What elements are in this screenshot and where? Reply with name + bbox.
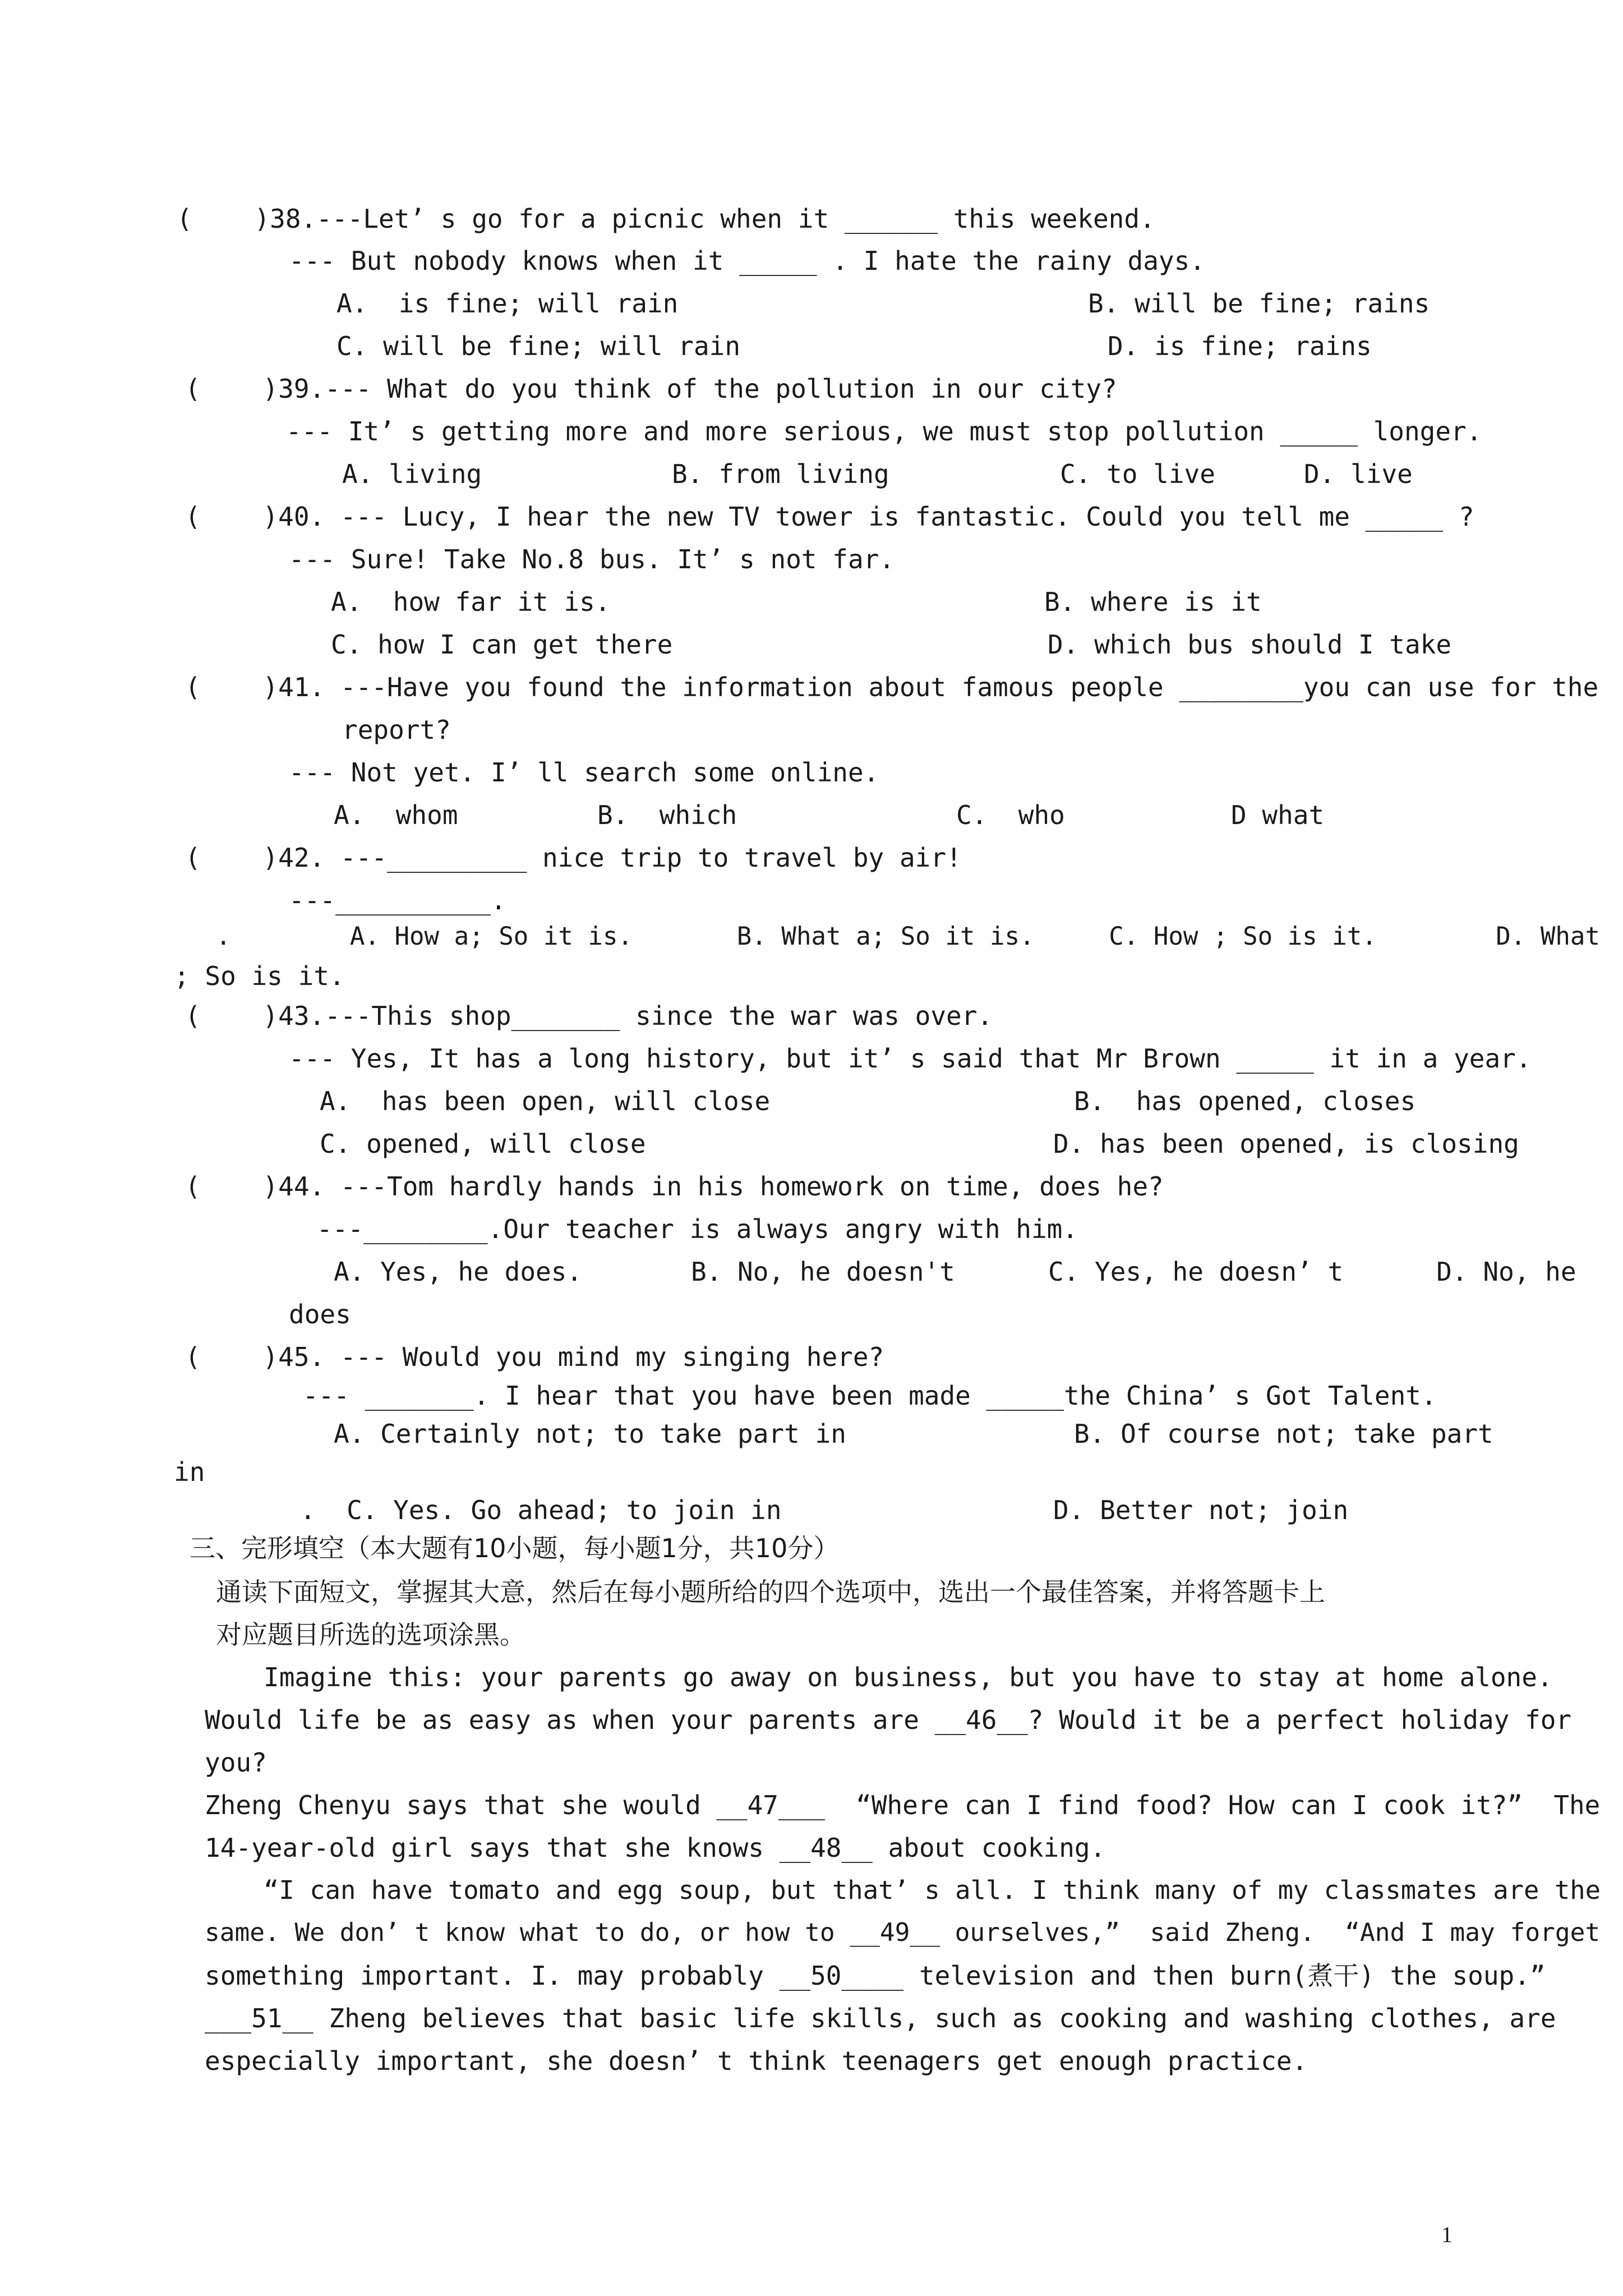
passage-line: you?: [205, 1747, 267, 1778]
q42-options-continued: ; So is it.: [174, 961, 345, 991]
q39-option-d: D. live: [1304, 459, 1413, 489]
passage-line: same. We don’ t know what to do, or how to __49__ ourselves,” said Zheng. “And I may forget: [205, 1918, 1601, 1947]
q40-option-b: B. where is it: [1044, 587, 1262, 617]
q43-option-a: A. has been open, will close: [320, 1086, 771, 1116]
section-instructions-continued: 对应题目所选的选项涂黑。: [216, 1619, 525, 1650]
q41-option-d: D what: [1231, 800, 1325, 830]
passage-line: Zheng Chenyu says that she would __47___ “Where can I find food? How can I cook it?” The: [205, 1790, 1601, 1820]
q43-option-c: C. opened, will close: [320, 1129, 646, 1159]
q39-option-c: C. to live: [1060, 459, 1215, 489]
q39-option-a: A. living: [342, 459, 482, 489]
q42-reply: ---__________.: [289, 885, 506, 915]
section-heading: 三、完形填空（本大题有10小题，每小题1分，共10分）: [190, 1533, 840, 1563]
page-number: 1: [1441, 2222, 1453, 2247]
q41-option-c: C. who: [956, 800, 1065, 830]
q41-stem-continued: report?: [342, 715, 451, 745]
q40-stem: ( )40. --- Lucy, I hear the new TV tower is fantastic. Could you tell me _____ ?: [185, 501, 1474, 532]
q43-option-b: B. has opened, closes: [1074, 1086, 1416, 1116]
q38-option-b: B. will be fine; rains: [1088, 288, 1430, 319]
q38-option-a: A. is fine; will rain: [336, 288, 679, 319]
passage-line: Imagine this: your parents go away on business, but you have to stay at home alone.: [264, 1662, 1553, 1692]
section-instructions: 通读下面短文，掌握其大意，然后在每小题所给的四个选项中，选出一个最佳答案，并将答题卡上: [216, 1577, 1325, 1607]
q39-option-b: B. from living: [672, 459, 889, 489]
q43-option-d: D. has been opened, is closing: [1053, 1129, 1519, 1159]
q45-stem: ( )45. --- Would you mind my singing here?: [185, 1342, 884, 1372]
q45-option-b: B. Of course not; take part: [1074, 1419, 1493, 1449]
q44-options: A. Yes, he does. B. No, he doesn't C. Yes, he doesn’ t D. No, he: [334, 1257, 1576, 1287]
q44-reply: ---________.Our teacher is always angry with him.: [317, 1214, 1078, 1244]
q40-option-c: C. how I can get there: [331, 629, 673, 660]
q42-stem: ( )42. ---_________ nice trip to travel by air!: [185, 843, 962, 873]
q45-option-a: A. Certainly not; to take part in: [334, 1419, 846, 1449]
q41-reply: --- Not yet. I’ ll search some online.: [289, 757, 879, 788]
q41-stem: ( )41. ---Have you found the information about famous people ________you can use for the: [185, 672, 1599, 702]
passage-line: 14-year-old girl says that she knows __48__ about cooking.: [205, 1833, 1106, 1863]
q43-stem: ( )43.---This shop_______ since the war was over.: [185, 1001, 993, 1031]
q40-reply: --- Sure! Take No.8 bus. It’ s not far.: [289, 544, 895, 574]
passage-line: “I can have tomato and egg soup, but that’ s all. I think many of my classmates are the: [264, 1875, 1601, 1905]
q39-reply: --- It’ s getting more and more serious, we must stop pollution _____ longer.: [286, 416, 1482, 447]
q43-reply: --- Yes, It has a long history, but it’ s said that Mr Brown _____ it in a year.: [289, 1043, 1532, 1074]
q38-stem: ( )38.---Let’ s go for a picnic when it ______ this weekend.: [177, 204, 1155, 234]
q45-reply: --- _______. I hear that you have been made _____the China’ s Got Talent.: [303, 1381, 1437, 1411]
passage-line: something important. I. may probably __50____ television and then burn(煮干) the soup.”: [205, 1961, 1546, 1991]
passage-line: Would life be as easy as when your parents are __46__? Would it be a perfect holiday for: [205, 1705, 1572, 1735]
q38-option-d: D. is fine; rains: [1108, 331, 1372, 361]
q40-option-d: D. which bus should I take: [1048, 629, 1452, 660]
q44-options-continued: does: [289, 1299, 351, 1329]
q41-option-a: A. whom: [334, 800, 458, 830]
q38-option-c: C. will be fine; will rain: [336, 331, 741, 361]
q42-options: . A. How a; So it is. B. What a; So it is. C. How ; So is it. D. What: [216, 922, 1600, 951]
q45-option-d: D. Better not; join: [1053, 1495, 1349, 1525]
q45-option-c: . C. Yes. Go ahead; to join in: [300, 1495, 782, 1525]
passage-line: especially important, she doesn’ t think teenagers get enough practice.: [205, 2046, 1308, 2076]
q39-stem: ( )39.--- What do you think of the pollution in our city?: [185, 374, 1117, 404]
q44-stem: ( )44. ---Tom hardly hands in his homework on time, does he?: [185, 1171, 1164, 1202]
passage-line: ___51__ Zheng believes that basic life skills, such as cooking and washing clothes, are: [205, 2003, 1556, 2033]
q45-option-b-continued: in: [174, 1457, 205, 1487]
q38-reply: --- But nobody knows when it _____ . I hate the rainy days.: [289, 246, 1205, 276]
q41-option-b: B. which: [597, 800, 737, 830]
q40-option-a: A. how far it is.: [331, 587, 611, 617]
